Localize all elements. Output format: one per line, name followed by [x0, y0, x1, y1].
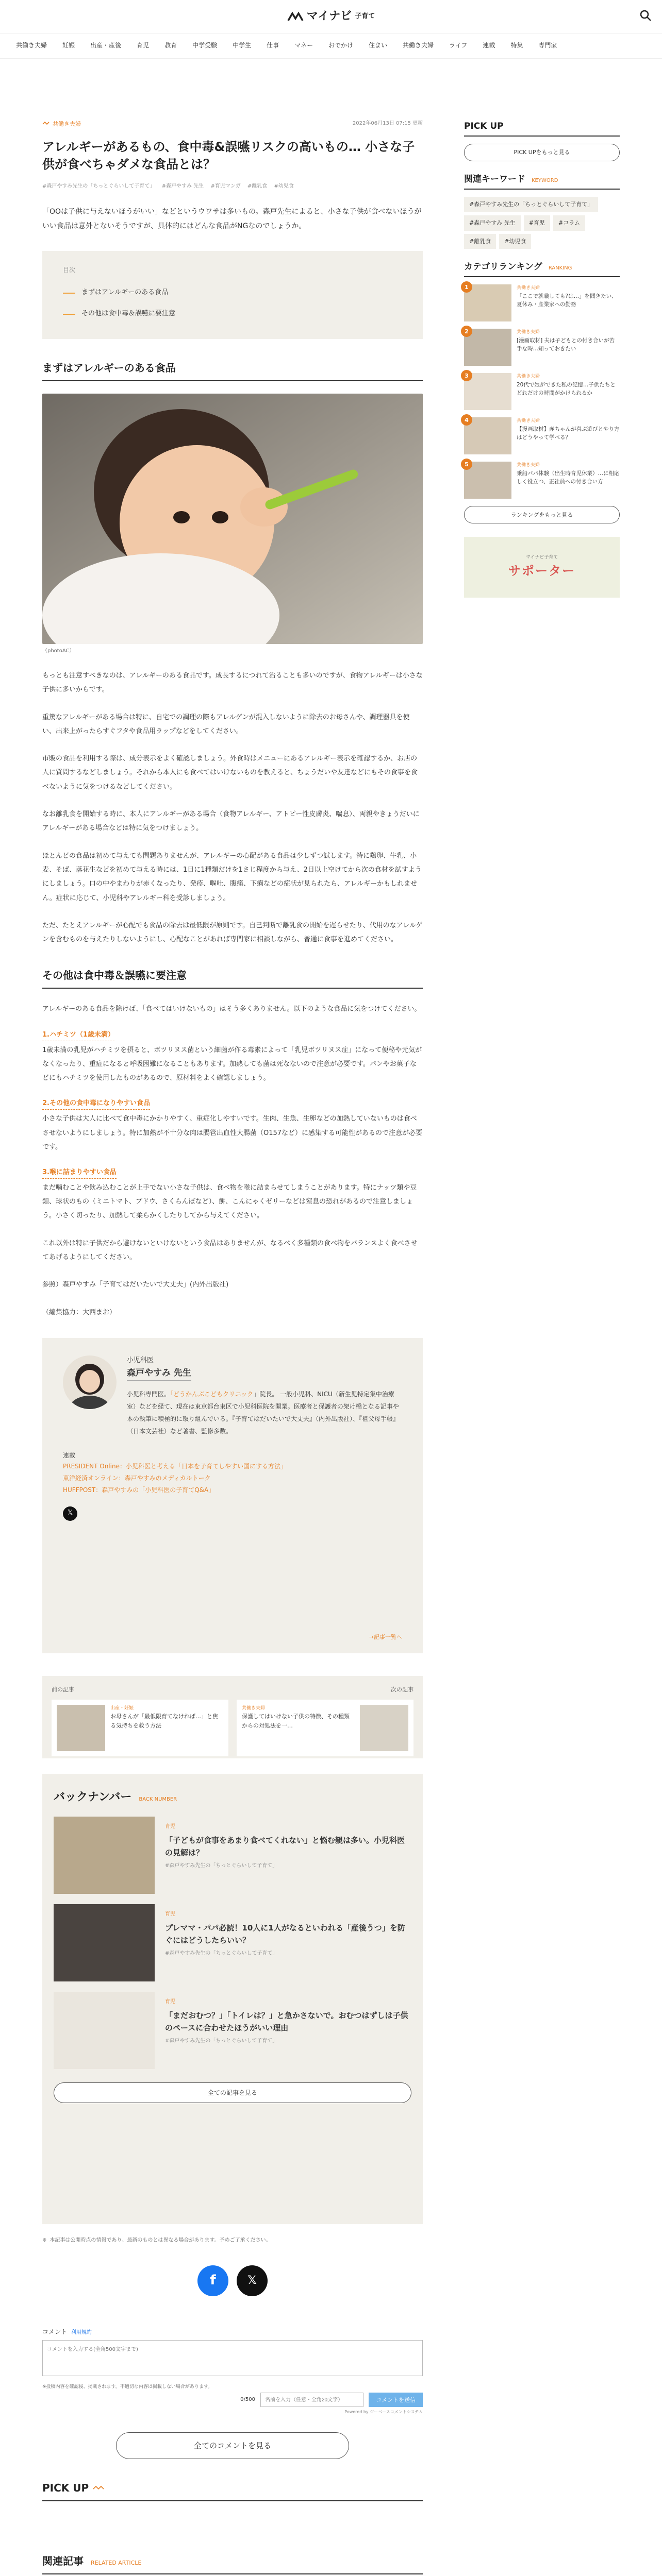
- ranking-title: カテゴリランキング: [464, 262, 542, 273]
- keyword-chip[interactable]: #森戸やすみ 先生: [464, 215, 521, 231]
- nav-item[interactable]: マネー: [294, 42, 313, 49]
- profile-body: [127, 1355, 402, 1437]
- paragraph: ただ、たとえアレルギーが心配でも食品の除去は最低限が原則です。自己判断で離乳食の開始を遅らせたり、代用のなアレルゲンを含むものを与えたりしないようにし、心配なことがあれば専門家に相談しながら、普通に食事を進めてください。: [42, 921, 423, 944]
- rank-number: 5: [461, 459, 472, 470]
- tag-link[interactable]: #森戸やすみ先生の「ちっとぐらいして子育て」: [42, 183, 155, 190]
- author-profile: [42, 1338, 423, 1653]
- all-articles-button[interactable]: 全ての記事を見る: [54, 2082, 411, 2103]
- source: 参照）森戸やすみ「子育てはだいたいで大丈夫」(内外出版社): [42, 1281, 229, 1289]
- category-label: 育児: [165, 1911, 175, 1918]
- category-label: 共働き夫婦: [517, 374, 540, 380]
- paragraph: これ以外は特に子供だから避けないといけないという食品はありませんが、なるべく多種類の食べ物をバランスよく食べさせてあげるようにしてください。: [42, 1239, 418, 1262]
- clinic-link[interactable]: 「どうかんぶこどもクリニック: [170, 1390, 254, 1398]
- category-label: 共働き夫婦: [53, 121, 81, 127]
- article-title: 「子どもが食事をあまり食べてくれない」と悩む親は多い。小児科医の見解は？: [165, 1836, 405, 1858]
- nav-item[interactable]: ライフ: [449, 42, 468, 49]
- dash-icon: [63, 293, 75, 294]
- profile-line-suffix: 」院長。: [253, 1390, 278, 1398]
- nav-item[interactable]: 中学生: [233, 42, 252, 49]
- logo-subtext: 子育て: [355, 12, 375, 20]
- links-heading: 連載: [63, 1451, 76, 1459]
- keyword-sub: KEYWORD: [532, 178, 558, 184]
- category-icon: [42, 122, 49, 127]
- ranking-item[interactable]: [464, 417, 620, 454]
- site-logo[interactable]: [287, 7, 375, 25]
- banner-sub: マイナビ子育て: [525, 554, 558, 560]
- back-number-sub: BACK NUMBER: [139, 1796, 177, 1802]
- subsection: [42, 1030, 423, 1086]
- wave-icon: [93, 2485, 104, 2490]
- profile-line-prefix: 小児科専門医。: [127, 1390, 171, 1398]
- disclaimer: [42, 2236, 423, 2245]
- nav-item[interactable]: 中学受験: [192, 42, 218, 49]
- tag-link[interactable]: #森戸やすみ 先生: [161, 183, 204, 190]
- keyword-chip[interactable]: #育児: [524, 215, 550, 231]
- dash-icon: [63, 314, 75, 315]
- nav-item[interactable]: 特集: [510, 42, 523, 49]
- nav-item[interactable]: 専門家: [538, 42, 557, 49]
- category-label: 共働き夫婦: [517, 418, 540, 424]
- keyword-list: [464, 197, 620, 249]
- article-title: [漫画取材] 夫は子どもとの付き合いが苦手な時…知っておきたい: [517, 337, 615, 352]
- comment-title: コメント: [42, 2328, 68, 2335]
- ranking-more-button[interactable]: ランキングをもっと見る: [464, 506, 620, 523]
- prev-next-nav: [42, 1676, 423, 1758]
- back-number: [42, 1774, 423, 2224]
- rank-number: 2: [461, 326, 472, 337]
- nav-item[interactable]: 育児: [137, 42, 150, 49]
- global-nav: [0, 33, 662, 59]
- thumbnail: [464, 329, 511, 366]
- next-label: 次の記事: [391, 1686, 413, 1693]
- toc-item[interactable]: [63, 303, 402, 325]
- pickup-title: PICK UP: [464, 121, 504, 131]
- toc-item-label: まずはアレルギーのある食品: [81, 289, 169, 297]
- comment-note: ※投稿内容を確認後、掲載されます。不適切な内容は掲載しない場合があります。: [42, 2384, 213, 2389]
- nav-item[interactable]: 教育: [164, 42, 177, 49]
- keyword-chip[interactable]: #幼児食: [499, 234, 531, 249]
- thumbnail: [54, 1904, 155, 1981]
- sidebar-pickup-heading: [464, 120, 620, 137]
- series-link[interactable]: 東洋経済オンライン：森戸やすみのメディカルトーク: [63, 1474, 211, 1482]
- sidebar: [464, 120, 620, 598]
- nav-item[interactable]: 仕事: [267, 42, 279, 49]
- thumbnail: [54, 1992, 155, 2069]
- comment-form: [42, 2327, 423, 2459]
- category-label: 出産・妊娠: [110, 1705, 134, 1711]
- paragraph: ほとんどの食品は初めて与えても問題ありませんが、アレルギーの心配がある食品は少しずつ試します。特に鶏卵、牛乳、小麦、そば、落花生などを初めて与える時には、1日に1種類だけを1さじ程度から与え、2日以上空けてから次の食材を試すようにしましょう。口の中やまわりが赤くなったり、発疹、嘔吐、腹痛、下痢などの症状が見られたら、アレルギーかもしれません。症状に応じて、小児科やアレルギー科を受診しましょう。: [42, 852, 422, 902]
- paragraph: なお離乳食を開始する時に、本人にアレルギーがある場合（食物アレルギー、アトピー性皮膚炎、喘息）、両親やきょうだいにアレルギーがある場合などは特に気をつけましょう。: [42, 810, 420, 833]
- article-title: プレママ・パパ必読！10人に1人がなるといわれる「産後うつ」を防ぐにはどうしたらいい？: [165, 1923, 405, 1945]
- pickup-title: PICK UP: [42, 2482, 89, 2495]
- ranking-item[interactable]: [464, 284, 620, 321]
- article-title: 「ここで就職しても?は…」を聞きたい、夏休み・産業家への勤務: [517, 293, 617, 308]
- article-tags: #森戸やすみ先生の「ちっとぐらいして子育て」: [165, 2038, 278, 2044]
- nav-item[interactable]: 住まい: [369, 42, 388, 49]
- banner-text: サポーター: [508, 564, 575, 579]
- ranking-item[interactable]: [464, 373, 620, 410]
- asterisk-icon: ※: [42, 2237, 47, 2243]
- subsection-heading: 1.ハチミツ（1歳未満）: [42, 1030, 114, 1041]
- ranking-heading: [464, 260, 620, 277]
- subsection: [42, 1167, 423, 1223]
- series-link[interactable]: HUFFPOST：森戸やすみの「小児科医の子育てQ&A」: [63, 1486, 215, 1494]
- keyword-chip[interactable]: #離乳食: [464, 234, 496, 249]
- author-articles-link[interactable]: →記事一覧へ: [369, 1634, 402, 1641]
- back-number-item[interactable]: [54, 1992, 411, 2069]
- back-number-title: バックナンバー: [54, 1790, 132, 1804]
- comment-actions: [42, 2393, 423, 2407]
- profile-name: 森戸やすみ 先生: [127, 1366, 191, 1381]
- profile-role: 小児科医: [127, 1356, 154, 1364]
- article-title: 乗船パパ体験（出生時育児休業）…に相応しく役立つ、正社員への付き合い方: [517, 470, 620, 485]
- rank-number: 1: [461, 281, 472, 293]
- logo-mark-icon: [287, 11, 304, 22]
- nav-item[interactable]: 妊娠: [62, 42, 75, 49]
- category-label: 共働き夫婦: [517, 330, 540, 335]
- thumbnail: [464, 284, 511, 321]
- subsection-heading: 3.喉に詰まりやすい食品: [42, 1167, 117, 1179]
- search-icon[interactable]: [639, 9, 652, 22]
- toc-item-label: その他は食中毒＆誤嚥に要注意: [81, 310, 176, 318]
- table-of-contents: [42, 251, 423, 339]
- updated-date: 2022年06月13日 07:15 更新: [352, 121, 423, 126]
- back-number-item[interactable]: [54, 1904, 411, 1981]
- article-title: 20代で娘ができた私の記憶…子供たちとどれだけの時間がかけられるか: [517, 381, 616, 396]
- post-comment-button[interactable]: コメントを送信: [369, 2393, 423, 2407]
- article-tags: #森戸やすみ先生の「ちっとぐらいして子育て」: [165, 1951, 278, 1957]
- thumbnail: [464, 417, 511, 454]
- nav-item[interactable]: 連載: [483, 42, 495, 49]
- paragraph: 小さな子供は大人に比べて食中毒にかかりやすく、重症化しやすいです。生肉、生魚、生卵などの加熱していないものは食べさせないようにしましょう。特に加熱が不十分な肉は腸管出血性大腸菌（O157など）に感染する可能性があるので注意が必要です。: [42, 1115, 423, 1151]
- paragraph: 市販の食品を利用する際は、成分表示をよく確認しましょう。外食時はメニューにあるアレルギー表示を確認するか、お店の人に質問するなどしましょう。それから本人にも食べてはいけないものを教えると、ちょうだいや友達などにもその食事を食べないように気をつけるなどしてください。: [42, 755, 418, 791]
- ranking-list: [464, 284, 620, 499]
- ranking-item[interactable]: [464, 329, 620, 366]
- tag-link[interactable]: #育児マンガ: [210, 183, 241, 190]
- thumbnail: [57, 1705, 105, 1751]
- rank-number: 3: [461, 370, 472, 381]
- back-number-item[interactable]: [54, 1817, 411, 1894]
- thumbnail: [464, 462, 511, 499]
- category-label: 育児: [165, 1999, 175, 2005]
- prev-article[interactable]: [52, 1685, 228, 1749]
- pickup-more-button[interactable]: PICK UPをもっと見る: [464, 144, 620, 161]
- keyword-chip[interactable]: #森戸やすみ先生の「ちっとぐらいして子育て」: [464, 197, 598, 212]
- thumbnail: [360, 1705, 408, 1751]
- back-number-heading: [54, 1788, 411, 1806]
- category-label: 育児: [165, 1824, 175, 1830]
- category-label: 共働き夫婦: [517, 285, 540, 291]
- subsection-heading: 2.その他の食中毒になりやすい食品: [42, 1098, 150, 1110]
- photo-credit: （photoAC）: [42, 648, 75, 654]
- toc-item[interactable]: [63, 282, 402, 303]
- x-social-icon[interactable]: 𝕏: [63, 1506, 77, 1521]
- related-title: 関連記事: [42, 2555, 84, 2568]
- section-heading: その他は食中毒＆誤嚥に要注意: [42, 967, 423, 989]
- editor-credit: （編集協力：大西まお）: [42, 1308, 117, 1316]
- related-sub: RELATED ARTICLE: [91, 2560, 142, 2567]
- keyword-heading: [464, 173, 620, 190]
- related-heading: [42, 2553, 423, 2574]
- article-title: アレルギーがあるもの、食中毒&誤嚥リスクの高いもの… 小さな子供が食べちゃダメな食品とは？: [42, 139, 415, 172]
- next-article[interactable]: [237, 1685, 413, 1749]
- prev-card: [52, 1700, 228, 1756]
- name-input[interactable]: [260, 2393, 363, 2407]
- paragraph: 1歳未満の乳児がハチミツを摂ると、ボツリヌス菌という細菌が作る毒素によって「乳児ボツリヌス症」になって便秘や元気がなくなったり、重症になると呼吸困難になることもあります。加熱しても菌は死なないので注意が必要です。パンやお菓子などにもハチミツを使用したものがあるので、原材料をよく確認しましょう。: [42, 1046, 422, 1082]
- article-title: お母さんが「最低限育てなければ…」と焦る気持ちを救う方法: [110, 1713, 218, 1729]
- series-link[interactable]: PRESIDENT Online：小児科医と考える「日本を子育てしやすい国にする方法」: [63, 1463, 287, 1470]
- ranking-item[interactable]: [464, 462, 620, 499]
- supporter-banner[interactable]: [464, 537, 620, 598]
- char-count: 0/500: [240, 2397, 255, 2403]
- pickup-heading: [42, 2480, 423, 2501]
- nav-item[interactable]: 共働き夫婦: [403, 42, 434, 49]
- site-header: [0, 0, 662, 33]
- article-title: 保護してはいけない子供の特徴、その種類からの対処法を一…: [242, 1713, 350, 1729]
- logo-text: マイナビ: [306, 10, 352, 23]
- article-meta: [42, 120, 423, 129]
- article-main: [42, 120, 423, 2576]
- paragraph: もっとも注意すべきなのは、アレルギーのある食品です。成長するにつれて治ることも多いのですが、食物アレルギーは小さな子供に多いからです。: [42, 671, 423, 694]
- x-share-icon[interactable]: 𝕏: [237, 2265, 268, 2296]
- article-tags: #森戸やすみ先生の「ちっとぐらいして子育て」: [165, 1863, 278, 1869]
- article-lead: 「OOは子供に与えないほうがいい」などというウワサは多いもの。森戸先生によると、小さな子供が食べないほうがいい食品は意外とないそうですが、具体的にはどんな食品がNGなのでしょうか。: [42, 208, 422, 231]
- keyword-title: 関連キーワード: [464, 174, 525, 185]
- rank-number: 4: [461, 414, 472, 426]
- avatar: [63, 1355, 117, 1409]
- subsection: [42, 1098, 423, 1154]
- all-comments-button[interactable]: 全てのコメントを見る: [116, 2432, 349, 2459]
- disclaimer-text: 本記事は公開時点の情報であり、最新のものとは異なる場合があります。予めご了承ください。: [49, 2237, 271, 2243]
- child-eating-image: [42, 394, 423, 644]
- nav-item[interactable]: 共働き夫婦: [16, 42, 47, 49]
- prev-label: 前の記事: [52, 1686, 74, 1693]
- paragraph: アレルギーのある食品を除けば、「食べてはいけないもの」はそう多くありません。以下のような食品に気をつけてください。: [42, 1005, 421, 1013]
- author-photo-icon: [63, 1355, 117, 1409]
- tag-link[interactable]: #幼児食: [274, 183, 294, 190]
- ranking-sub: RANKING: [548, 265, 572, 272]
- next-card: [237, 1700, 413, 1756]
- article-title: 【漫画取材】赤ちゃんが喜ぶ遊びとやり方はどうやって学べる？: [517, 426, 620, 440]
- section-heading: まずはアレルギーのある食品: [42, 360, 423, 381]
- profile-desc: 一般小児科、NICU（新生児特定集中治療室）などを経て、現在は東京都台東区で小児科医院を開業。医療者と保護者の架け橋となる記事や本の執筆に積極的に取り組んでいる。『子育てはだいたいで大丈夫』（内外出版社）、『祖父母手帳』（日本文芸社）など著書、監修多数。: [127, 1390, 400, 1435]
- article-photo: [42, 394, 423, 644]
- profile-description: [127, 1388, 402, 1437]
- thumbnail: [464, 373, 511, 410]
- paragraph: 重篤なアレルギーがある場合は特に、自宅での調理の際もアレルゲンが混入しないように除去のお母さんや、調理器具を使い、出来上がったらすぐフタや食品用ラップなどをしてください。: [42, 713, 410, 735]
- nav-item[interactable]: おでかけ: [328, 42, 354, 49]
- comment-heading: [42, 2327, 423, 2337]
- paragraph: まだ噛むことや飲み込むことが上手でない小さな子供は、食べ物を喉に詰まらせてしまうことがあります。特にナッツ類や豆類、球状のもの（ミニトマト、ブドウ、さくらんぼなど）、餅、こんにゃくゼリーなどは窒息の恐れがあるので注意しましょう。小さく切ったり、加熱して柔らかくしたりしてから与えてください。: [42, 1183, 417, 1220]
- toc-heading: 目次: [63, 266, 76, 274]
- article-tags: [42, 182, 423, 191]
- facebook-share-icon[interactable]: f: [197, 2265, 228, 2296]
- thumbnail: [54, 1817, 155, 1894]
- tag-link[interactable]: #離乳食: [247, 183, 268, 190]
- category-label: 共働き夫婦: [242, 1705, 266, 1711]
- share-buttons: [42, 2265, 423, 2296]
- powered-by: Powered by ジーベースコメントシステム: [344, 2410, 423, 2415]
- keyword-chip[interactable]: #コラム: [553, 215, 585, 231]
- category-label: 共働き夫婦: [517, 463, 540, 468]
- comment-textarea[interactable]: [42, 2340, 423, 2376]
- nav-item[interactable]: 出産・産後: [90, 42, 122, 49]
- policy-link[interactable]: 利用規約: [71, 2329, 92, 2335]
- article-title: 「まだおむつ？」「トイレは？」と急かさないで。おむつはずしは子供のペースに合わせたほうがいい理由: [165, 2011, 408, 2033]
